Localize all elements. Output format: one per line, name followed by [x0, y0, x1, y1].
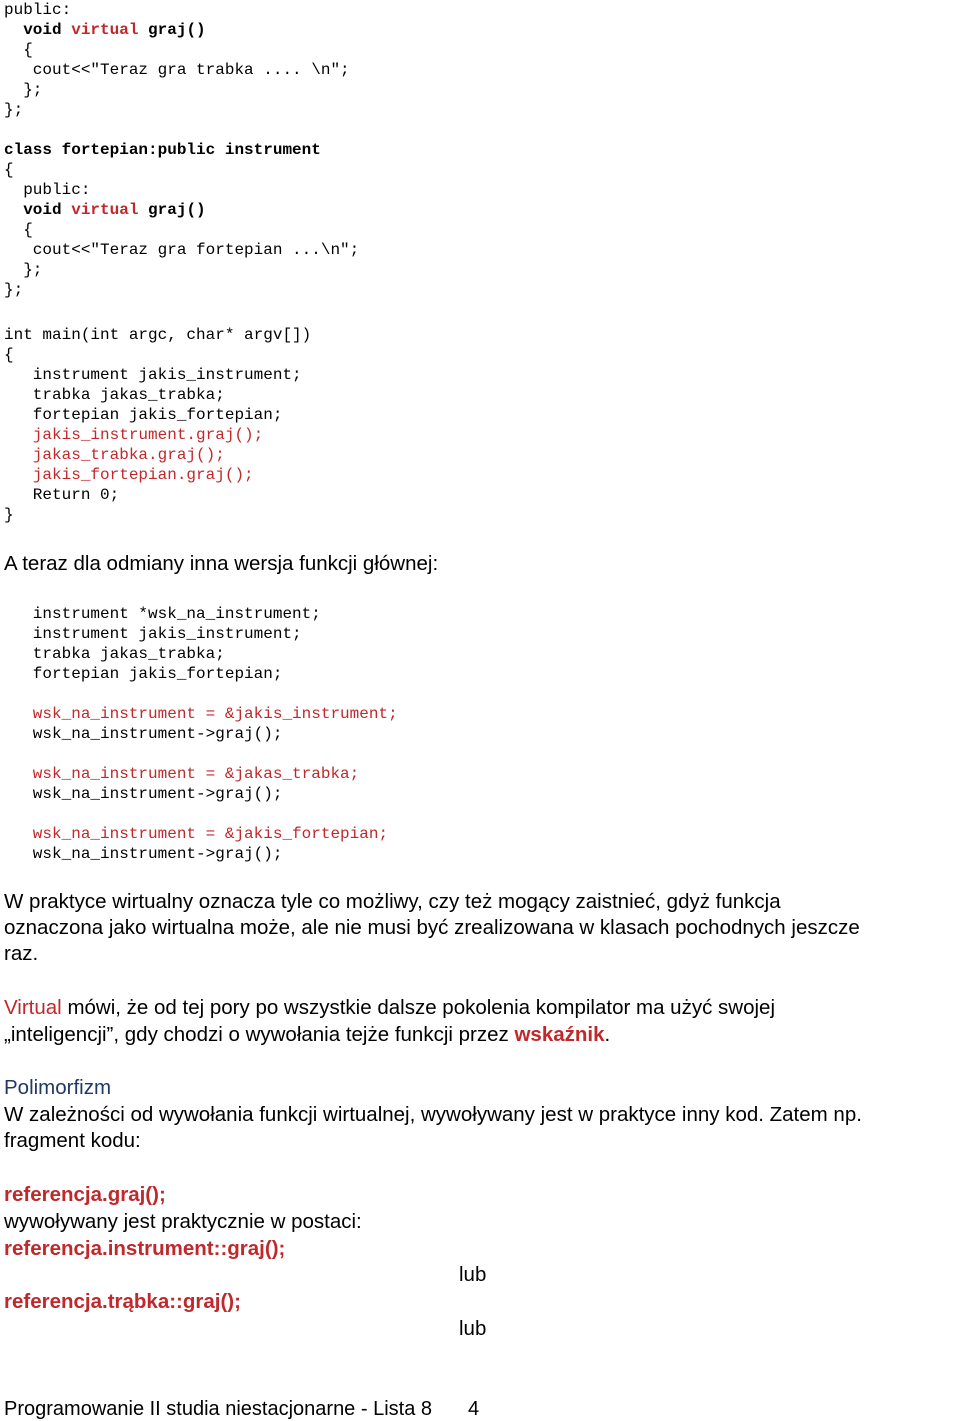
- reference-code: referencja.instrument::graj();: [4, 1237, 286, 1260]
- code-line: [4, 20, 206, 40]
- paragraph-text: „inteligencji”, gdy chodzi o wywołania tejże funkcji przez: [4, 1023, 515, 1046]
- code-line: public:: [4, 1, 72, 19]
- code-line: public:: [4, 181, 91, 199]
- code-line: jakas_trabka.graj();: [4, 446, 225, 464]
- code-line: };: [4, 81, 43, 99]
- paragraph-line: fragment kodu:: [4, 1129, 141, 1152]
- code-line: instrument jakis_instrument;: [4, 366, 302, 384]
- code-line: fortepian jakis_fortepian;: [4, 406, 283, 424]
- reference-code: referencja.graj();: [4, 1183, 166, 1206]
- paragraph-line: wywoływany jest praktycznie w postaci:: [4, 1210, 362, 1233]
- code-line: jakis_instrument.graj();: [4, 426, 264, 444]
- code-line: wsk_na_instrument->graj();: [4, 785, 283, 803]
- code-line: cout<<"Teraz gra fortepian ...\n";: [4, 241, 360, 259]
- code-line: {: [4, 346, 14, 364]
- code-line: trabka jakas_trabka;: [4, 645, 225, 663]
- paragraph-line: [4, 995, 775, 1021]
- code-line: wsk_na_instrument = &jakis_fortepian;: [4, 825, 389, 843]
- code-line: wsk_na_instrument->graj();: [4, 845, 283, 863]
- lub-label: lub: [459, 1263, 487, 1286]
- paragraph-line: oznaczona jako wirtualna może, ale nie musi być zrealizowana w klasach pochodnych jeszcze: [4, 916, 860, 939]
- code-line: instrument jakis_instrument;: [4, 625, 302, 643]
- wskaznik-keyword: wskaźnik: [514, 1023, 605, 1046]
- code-token: void: [4, 21, 72, 39]
- code-line: Return 0;: [4, 486, 120, 504]
- section-heading: A teraz dla odmiany inna wersja funkcji głównej:: [4, 552, 439, 575]
- code-line: wsk_na_instrument = &jakas_trabka;: [4, 765, 360, 783]
- code-keyword: virtual: [71, 201, 139, 219]
- paragraph-line: raz.: [4, 942, 39, 965]
- code-line: [4, 200, 206, 220]
- code-line: }: [4, 506, 14, 524]
- paragraph-text: mówi, że od tej pory po wszystkie dalsze pokolenia kompilator ma użyć swojej: [61, 996, 775, 1019]
- page-number: 4: [468, 1398, 480, 1420]
- code-line: };: [4, 281, 24, 299]
- code-line: cout<<"Teraz gra trabka .... \n";: [4, 61, 350, 79]
- code-line: fortepian jakis_fortepian;: [4, 665, 283, 683]
- polimorfizm-heading: Polimorfizm: [4, 1076, 112, 1099]
- code-line: int main(int argc, char* argv[]): [4, 326, 312, 344]
- code-line: instrument *wsk_na_instrument;: [4, 605, 321, 623]
- code-line: {: [4, 41, 33, 59]
- code-line: };: [4, 101, 24, 119]
- paragraph-text: .: [604, 1023, 611, 1046]
- lub-label: lub: [459, 1317, 487, 1340]
- code-line: {: [4, 161, 14, 179]
- paragraph-line: [4, 1022, 610, 1048]
- reference-code: referencja.trąbka::graj();: [4, 1290, 241, 1313]
- code-line: jakis_fortepian.graj();: [4, 466, 254, 484]
- code-token: void: [4, 201, 72, 219]
- code-line: trabka jakas_trabka;: [4, 386, 225, 404]
- code-line: {: [4, 221, 33, 239]
- code-line: class fortepian:public instrument: [4, 141, 321, 159]
- code-token: graj(): [138, 21, 206, 39]
- code-token: graj(): [138, 201, 206, 219]
- code-keyword: virtual: [71, 21, 139, 39]
- footer: [4, 1397, 479, 1421]
- paragraph-line: W praktyce wirtualny oznacza tyle co możliwy, czy też mogący zaistnieć, gdyż funkcja: [4, 890, 781, 913]
- paragraph-line: W zależności od wywołania funkcji wirtualnej, wywoływany jest w praktyce inny kod. Zatem np.: [4, 1103, 862, 1126]
- virtual-keyword: Virtual: [4, 996, 62, 1019]
- code-line: };: [4, 261, 43, 279]
- footer-title: Programowanie II studia niestacjonarne - Lista 8: [4, 1398, 433, 1420]
- code-line: wsk_na_instrument = &jakis_instrument;: [4, 705, 398, 723]
- code-line: wsk_na_instrument->graj();: [4, 725, 283, 743]
